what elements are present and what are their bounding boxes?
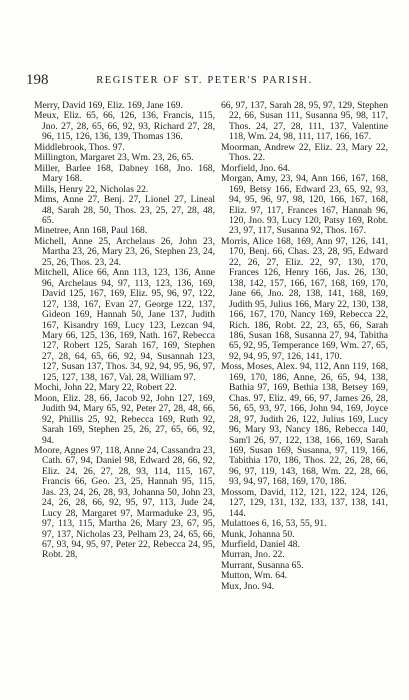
index-entry: Morris, Alice 168, 169, Ann 97, 126, 141, 170, Benj. 66, Chas. 23, 28, 95, Edward 22, 26, 27, Eliz. 22, 97, 130, 170, Frances 126, Henry 166, Jas. 26, 130, 138, 142, 157, 166, 167, 168, 169, 170, Jane 66, Jno. 28, 138, 141, 168, 169, Judith 95, Julius 166, Mary 22, 130, 138, 166, 167, 170, Nancy 169, Rebecca 22, Rich. 186, Robt. 22, 23, 65, 66, Sarah 186, Susan 168, Susanna 27, 94, Tabitha 65, 92, 95, Temperance 169, Wm. 27, 65, 92, 94, 95, 97, 126, 141, 170.: [221, 235, 388, 362]
index-entry: Mossom, David, 112, 121, 122, 124, 126, 127, 129, 131, 132, 133, 137, 138, 141, 144.: [221, 486, 388, 519]
index-entry: Mills, Henry 22, Nicholas 22.: [34, 183, 149, 195]
index-entry: Murfield, Daniel 48.: [221, 539, 300, 551]
index-entry: Minetree, Ann 168, Paul 168.: [34, 225, 148, 237]
index-entry: Murrant, Susanna 65.: [221, 559, 304, 571]
index-entry: Meux, Eliz. 65, 66, 126, 136, Francis, 115, Jno. 27, 28, 65, 66, 92, 93, Richard 27, 28, 96, 115, 126, 136, 139, Thomas 136.: [34, 110, 215, 143]
index-entry: Michell, Anne 25, Archelaus 26, John 23, Martha 23, 26, Mary 23, 26, Stephen 23, 24, 25, 26, Thos. 23, 24.: [34, 235, 215, 268]
index-entry: 66, 97, 137, Sarah 28, 95, 97, 129, Stephen 22, 66, Susan 111, Susanna 95, 98, 117, Thos. 24, 27, 28, 111, 137, Valentine 118, Wm. 24, 98, 111, 117, 166, 167.: [221, 100, 388, 143]
page-number: 198: [26, 72, 49, 88]
index-entry: Miller, Barlee 168, Dabney 168, Jno. 168, Mary 168.: [34, 162, 215, 185]
index-entry: Mutton, Wm. 64.: [221, 570, 288, 582]
index-entry: Mitchell, Alice 66, Ann 113, 123, 136, Anne 96, Archelaus 94, 97, 113, 123, 136, 169, David 125, 167, 169, Eliz. 95, 96, 97, 122, 127, 138, 167, Evan 27, George 122, 137, Gideon 169, Hannah 50, Jane 137, Judith 167, Kisandry 169, Lucy 123, Lezcan 94, Mary 66, 125, 136, 169, Nath. 167, Rebecca 127, Robert 125, Sarah 167, 169, Stephen 27, 28, 64, 65, 66, 92, 94, Susannah 123, 127, Susan 137, Thos. 34, 92, 94, 95, 96, 97, 125, 127, 138, 167, Val. 28, William 97.: [34, 267, 215, 383]
page-header: [26, 72, 383, 88]
index-entry: Morgan, Amy, 23, 94, Ann 166, 167, 168, 169, Betsy 166, Edward 23, 65, 92, 93, 94, 95, 96, 97, 98, 120, 166, 167, 168, Eliz. 97, 117, Frances 167, Hannah 96, 120, Jno. 93, Lucy 120, Patsy 169, Robt. 23, 97, 117, Susanna 92, Thos. 167.: [221, 173, 388, 237]
index-entry: Merry, David 169, Eliz. 169, Jane 169.: [34, 100, 183, 111]
index-entry: Moss, Moses, Alex. 94, 112, Ann 119, 168, 169, 170, 186, Anne, 26, 65, 94, 138, Bathia 97, 169, Bethia 138, Betsey 169, Chas. 97, Eliz. 49, 66, 97, James 26, 28, 56, 65, 93, 97, 166, John 94, 169, Joyce 28, 97, Judith 26, 122, Julius 169, Lucy 96, Mary 93, Nancy 186, Rebecca 140, Sam'l 26, 97, 122, 138, 166, 169, Sarah 169, Susan 169, Susanna, 97, 119, 166, Tabithia 170, 186, Thos. 22, 26, 28, 66, 96, 97, 119, 143, 168, Wm. 22, 28, 66, 93, 94, 97, 168, 169, 170, 186.: [221, 361, 388, 488]
index-entry: Mims, Anne 27, Benj. 27, Lionel 27, Lineal 48, Sarah 28, 50, Thos. 23, 25, 27, 28, 48, 65.: [34, 194, 215, 226]
index-column-left: [34, 101, 215, 561]
index-entry: Murran, Jno. 22.: [221, 549, 285, 561]
index-entry: Millington, Margaret 23, Wm. 23, 26, 65.: [34, 152, 194, 164]
index-entry: Mux, Jno. 94.: [221, 580, 275, 592]
index-column-right: [221, 101, 388, 592]
index-entry: Morfield, Jno. 64.: [221, 162, 291, 174]
index-entry: Moon, Eliz. 28, 66, Jacob 92, John 127, 169, Judith 94, Mary 65, 92, Peter 27, 28, 48, 66, 92, Phillis 25, 92, Rebecca 169, Ruth 92, Sarah 169, Stephen 25, 26, 27, 65, 66, 92, 94.: [34, 392, 215, 446]
index-entry: Mochi, John 22, Mary 22, Robert 22.: [34, 382, 177, 394]
index-entry: Mulattoes 6, 16, 53, 55, 91.: [221, 518, 327, 530]
index-entry: Moorman, Andrew 22, Eliz. 23, Mary 22, Thos. 22.: [221, 141, 388, 164]
index-entry: Munk, Johanna 50.: [221, 528, 295, 540]
index-entry: Middlebrook, Thos. 97.: [34, 141, 125, 153]
index-entry: Moore, Agnes 97, 118, Anne 24, Cassandra 23, Cath. 67, 94, Daniel 98, Edward 28, 66, 92, Eliz. 24, 26, 27, 28, 93, 114, 115, 167, Francis 66, Geo. 23, 25, Hannah 95, 115, Jas. 23, 24, 26, 28, 93, Johanna 50, John 23, 24, 26, 28, 66, 92, 95, 97, 113, Jude 24, Lucy 28, Margaret 97, Marmaduke 23, 95, 97, 113, 115, Martha 26, Mary 23, 67, 95, 97, 137, Nicholas 23, Pelham 23, 24, 65, 66, 67, 93, 94, 95, 97, Peter 22, Rebecca 24, 95, Robt. 28,: [34, 444, 215, 561]
running-title: REGISTER OF ST. PETER'S PARISH.: [96, 75, 313, 86]
